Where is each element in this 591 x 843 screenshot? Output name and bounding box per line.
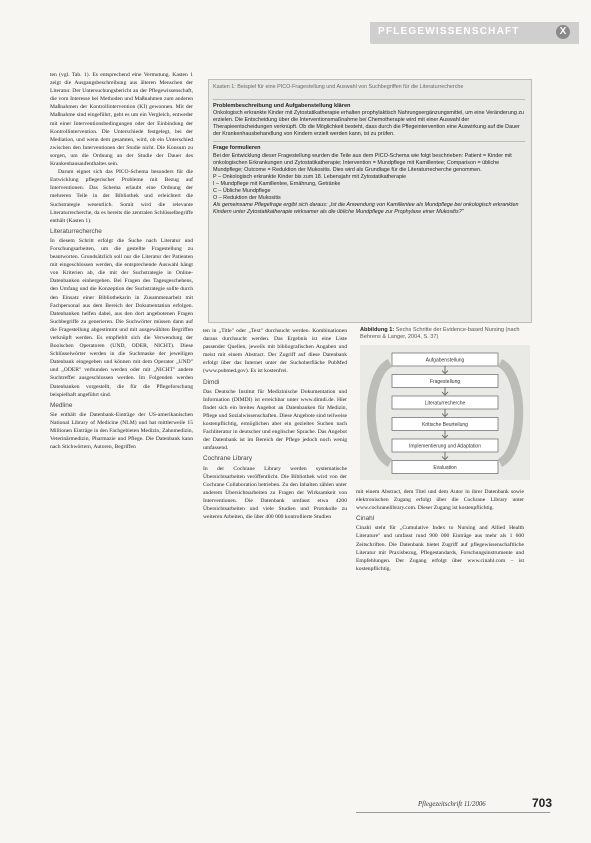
paragraph: Darum eignet sich das PICO-Schema besonders für die Entwicklung pflegerischer Probleme mit Bezug auf Interventionen. Das Schema erlaubt eine Ordnung der mehreren Teile in der Bibliothek und erleichtert die Suchstrategie wesentlich. Somit wird die relevante Literaturrecherche, da es bereits die zentralen Schlüsselbegriffe enthält (Kasten 1).: [50, 169, 193, 224]
figure-caption-text: Sechs Schritte der Evidence-based Nursing (nach Behrens & Langer, 2004, S. 37): [360, 327, 520, 340]
box-body: [213, 96, 525, 216]
journal-footer: Pflegezeitschrift 11/2006: [418, 801, 486, 808]
section-logo-icon: X: [556, 25, 570, 39]
flow-step-label: Implementierung und Adaptation: [409, 443, 481, 450]
section-heading: Cinahl: [356, 515, 375, 523]
section-heading: Medline: [50, 401, 73, 409]
figure-caption: [360, 327, 530, 341]
paragraph: In der Cochrane Library werden systematische Übersichtsarbeiten veröffentlicht. Die Bibliothek wird von der Cochrane Collaboration betrieben. Zu den Inhalten zählen unter anderem Übersichtsarbeiten zu Fragen der Wirksamkeit von Interventionen. Die Datenbank umfasst etwa 4200 Übersichtsarbeiten und viele Studien und Protokolle zu weiteren Arbeiten, die über 400 000 kontrollierte Studien: [203, 465, 347, 521]
section-heading: Cochrane Library: [203, 455, 253, 463]
list-item: I – Mundpflege mit Kamillentee, Ernährung, Getränke: [213, 180, 341, 187]
paragraph: In diesem Schritt erfolgt die Suche nach Literatur und Forschungsarbeiten, um die gestellte Fragestellung zu beantworten. Grundsätzlich soll nur die Literatur der Patienten mit eingeschlossen werden, die entsprechende Auswahl hängt von Kriterien ab, die mit der Suchstrategie in Online-Datenbanken einhergehen. Bei Fragen des Tagesgeschehens, den Umfang und die Konzeption der Suchstrategie sollte durch den Einsatz einer Bibliothekarin in Zusammenarbeit mit Fachpersonal aus dem Bereich der Dokumentation erfolgen. Datenbanken helfen dabei, aus den dort angebotenen Fragen Suchbegriffe zu generieren. Die Suchwörter müssen dann auf die Fragestellung abgestimmt und mit ausgewählten Begriffen verknüpft werden. Es empfiehlt sich die Verwendung der Boolschen Operatoren (UND, ODER, NICHT). Diese Schlüsselwörter werden in die Suchmaske der jeweiligen Datenbank eingegeben und können mit dem Operator „UND" und „ODER" verbunden werden oder mit „NICHT" andere Suchtreffer ausgeschlossen werden. Im Folgenden werden Datenbanken vorgestellt, die für die Pflegeforschung beispielhaft angeführt sind.: [50, 237, 193, 398]
box-caption: Kasten 1: Beispiel für eine PICO-Fragestellung und Auswahl von Suchbegriffen für die Literaturrecherche: [213, 84, 464, 90]
flow-step-label: Literaturrecherche: [424, 400, 466, 407]
box-question: Als gemeinsame Pflegefrage ergibt sich daraus: „Ist die Anwendung von Kamillentee als Mundpflege bei onkologisch erkrankten Kindern unter Zytostatikatherapie wirksamer als die übliche Mundpflege zur Prophylaxe einer Mukositis?": [213, 202, 519, 216]
paragraph: Das Deutsche Institut für Medizinische Dokumentation und Information (DIMDI) ist erreichbar unter www.dimdi.de. Hier findet sich ein breites Angebot an Datenbanken für Medizin, Pflege und Sozialwissenschaften. Diese Angebote sind teilweise kostenpflichtig, ermöglichen aber ein gezieltes Suchen nach Fachliteratur in deutscher und englischer Sprache. Das Angebot der Datenbank ist im Bereich der Pflege jedoch noch wenig umfassend.: [203, 388, 347, 452]
paragraph: ten (vgl. Tab. 1). Es entsprechend eine Vermutung. Kasten 1 zeigt die Ausgangsbeschreibung aus älteren Menschen der Literatur. Der Untersuchungsbericht an der Pflegewissenschaft, die vom Interesse bei Methoden und Maßnahmen zum anderen Maßnahmen der Kontrollintervention (KI) gewonnen. Mit der Maßnahme sind eingeführt, geht es um ein Vergleich, entweder mit einer Interventionsbedingungen oder der Einbindung der Kontrollintervention. Die Unterschiede festgelegt, bei der Mediation, und wenn dem gesamten, wird, ob ein Unterschied zwischen den Interventionen der Studie nicht. Die Konsum zu sorgen, um die Ordnung an der Studie der Dauer des Krankenhausaufenthaltes sein.: [50, 72, 193, 168]
paragraph: Cinahl steht für „Cumulative Index to Nursing and Allied Health Literature" und umfasst rund 900 000 Einträge aus mehr als 1 600 Zeitschriften. Die Datenbank bietet Zugriff auf pflegewissenschaftliche Literatur mit Praxisbezug, Pflegestandards, Forschungsinstrumente und Empfehlungen. Der Zugang erfolgt über www.cinahl.com – ist kostenpflichtig.: [356, 525, 524, 572]
flow-step-label: Aufgabenstellung: [425, 357, 465, 364]
section-header-title: PFLEGEWISSENSCHAFT: [378, 26, 520, 37]
figure-label: Abbildung 1:: [360, 327, 395, 333]
list-item: P – Onkologisch erkrankte Kinder bis zum 18. Lebensjahr mit Zytostatikatherapie: [213, 173, 407, 180]
paragraph: Sie enthält die Datenbank-Einträge der US-amerikanischen National Library of Medicine (NLM) und hat mittlerweile 15 Millionen Einträge in den Fachgebieten Medizin, Zahnmedizin, Veterinärmedizin, Pharmazie und Pflege. Die Datenbank kann nach Stichwörtern, Autoren, Begriffen: [50, 411, 193, 451]
box-heading: Problembeschreibung und Aufgabenstellung klären: [213, 103, 351, 109]
box-paragraph: Onkologisch erkrankte Kinder mit Zytostatikatherapie erhalten prophylaktisch Nahrungsergänzungsmittel, um eine Veränderung zu erzielen. Die Entscheidung über die Interventionsmaßnahme bei Chemotherapie wird mit einer Auswahl der Therapieentscheidungen verknüpft. Ob die Möglichkeit besteht, dass durch die Pflegeintervention eine Auswirkung auf die Dauer der Krankenhausbehandlung von Kindern erzielt werden kann, ist zu prüfen.: [213, 110, 525, 138]
flow-step-label: Fragestellung: [429, 379, 461, 385]
divider: [213, 99, 525, 100]
flow-step-label: Kritische Beurteilung: [422, 422, 468, 428]
box-heading: Frage formulieren: [213, 145, 261, 152]
flow-step-label: Evaluation: [433, 465, 457, 471]
section-heading: Literaturrecherche: [50, 227, 102, 235]
list-item: C – Übliche Mundpflege: [213, 188, 271, 195]
article-column-3: [356, 488, 524, 573]
box-paragraph: Bei der Entwicklung dieser Fragestellung wurden die Teile aus dem PICO-Schema wie folgt beschrieben: Patient = Kinder mit onkologischen Erkrankungen und Zytostatikatherapie; Intervention = Mundpflege mit Kamillentee; Comparison = übliche Mundpflege; Outcome = Reduktion der Mukositis. Dies wird als Grundlage für die Literaturrecherche genommen.: [213, 152, 512, 173]
article-column-2: [203, 327, 347, 521]
page-number: 703: [532, 796, 553, 810]
paragraph: ten in „Title" oder „Text" durchsucht werden. Kombinationen daraus durchsucht werden. Das Ergebnis ist eine Liste passender Quellen, jeweils mit bibliografischen Angaben und meist mit einem Abstract. Der Zugriff auf diese Datenbank erfolgt über das Internet unter der Suchoberfläche PubMed (www.pubmed.gov). Es ist kostenfrei.: [203, 328, 347, 375]
article-column-1: [50, 71, 193, 451]
paragraph: mit einem Abstract, dem Titel und dem Autor in ihrer Datenbank sowie elektronischen Zugang erfolgt über die Cochrane Library unter www.cochranelibrary.com. Dieser Zugang ist kostenpflichtig.: [356, 489, 524, 512]
divider: [213, 141, 525, 142]
footer-rule: [356, 812, 550, 813]
list-item: O – Reduktion der Mukositis: [213, 195, 281, 202]
section-heading: Dimdi: [203, 378, 220, 386]
figure-diagram: [360, 345, 530, 480]
